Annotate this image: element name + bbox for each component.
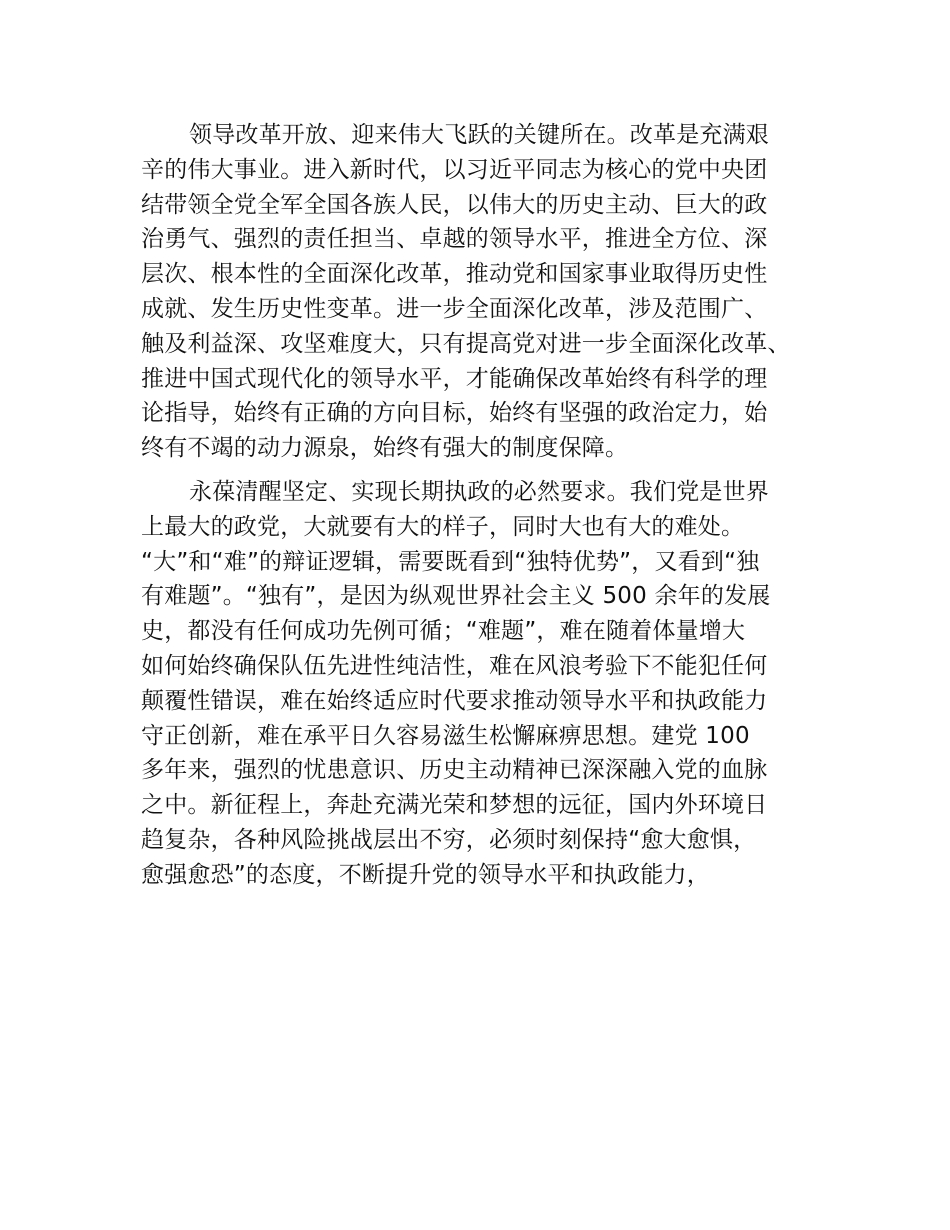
- paragraph-line: 颠覆性错误，难在始终适应时代要求推动领导水平和执政能力: [141, 687, 768, 714]
- paragraph-1: [141, 118, 831, 466]
- paragraph-line: 领导改革开放、迎来伟大飞跃的关键所在。改革是充满艰: [189, 122, 769, 148]
- paragraph-2: [141, 475, 831, 893]
- paragraph-line: 治勇气、强烈的责任担当、卓越的领导水平，推进全方位、深: [141, 226, 768, 253]
- paragraph-spacer: [141, 466, 831, 475]
- paragraph-line: 推进中国式现代化的领导水平，才能确保改革始终有科学的理: [141, 365, 768, 392]
- paragraph-line: 之中。新征程上，奔赴充满光荣和梦想的远征，国内外环境日: [141, 792, 768, 819]
- paragraph-line: 论指导，始终有正确的方向目标，始终有坚强的政治定力，始: [141, 400, 768, 427]
- paragraph-line: 史，都没有任何成功先例可循；“难题”，难在随着体量增大: [141, 618, 746, 645]
- paragraph-line: 辛的伟大事业。进入新时代，以习近平同志为核心的党中央团: [141, 156, 768, 183]
- paragraph-line: 结带领全党全军全国各族人民，以伟大的历史主动、巨大的政: [141, 191, 768, 218]
- paragraph-line: 有难题”。“独有”，是因为纵观世界社会主义 500 余年的发展: [141, 583, 771, 610]
- paragraph-line: 永葆清醒坚定、实现长期执政的必然要求。我们党是世界: [189, 478, 769, 505]
- paragraph-line: 多年来，强烈的忧患意识、历史主动精神已深深融入党的血脉: [141, 757, 768, 784]
- paragraph-line: “大”和“难”的辩证逻辑，需要既看到“独特优势”，又看到“独: [141, 548, 760, 575]
- paragraph-line: 上最大的政党，大就要有大的样子，同时大也有大的难处。: [141, 513, 745, 540]
- paragraph-line: 层次、根本性的全面深化改革，推动党和国家事业取得历史性: [141, 261, 768, 288]
- paragraph-line: 如何始终确保队伍先进性纯洁性，难在风浪考验下不能犯任何: [141, 652, 768, 679]
- paragraph-line: 成就、发生历史性变革。进一步全面深化改革，涉及范围广、: [141, 295, 768, 322]
- paragraph-line: 趋复杂，各种风险挑战层出不穷，必须时刻保持“愈大愈惧，: [141, 826, 757, 853]
- paragraph-line: 愈强愈恐”的态度，不断提升党的领导水平和执政能力，: [141, 861, 710, 888]
- paragraph-line: 守正创新，难在承平日久容易滋生松懈麻痹思想。建党 100: [141, 722, 750, 749]
- paragraph-line: 触及利益深、攻坚难度大，只有提高党对进一步全面深化改革、: [141, 330, 791, 357]
- paragraph-line: 终有不竭的动力源泉，始终有强大的制度保障。: [141, 435, 629, 462]
- document-body: [141, 118, 831, 893]
